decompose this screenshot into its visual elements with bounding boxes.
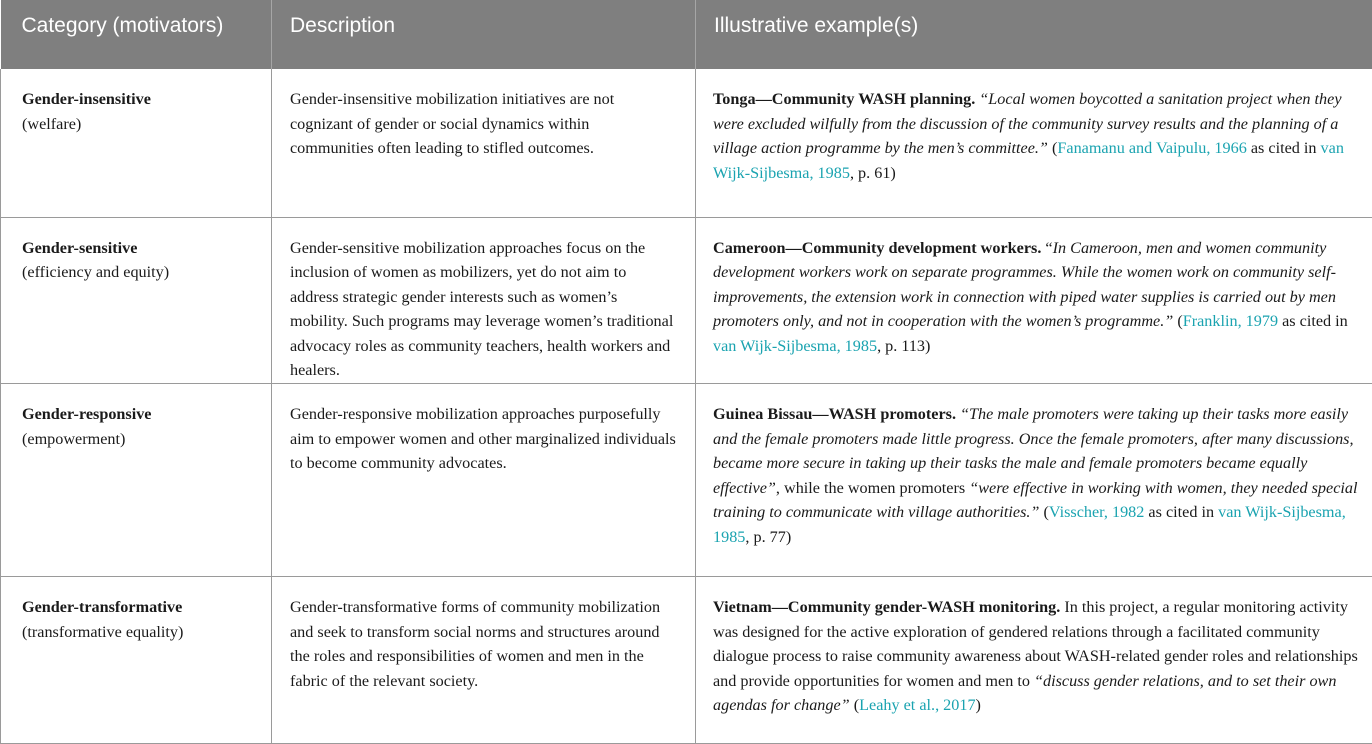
header-description: Description — [272, 0, 696, 69]
example-text: “ — [1041, 239, 1052, 257]
category-name: Gender-transformative — [22, 598, 182, 616]
category-cell — [1, 384, 272, 577]
example-text: ( — [1039, 503, 1048, 521]
table-row — [1, 69, 1372, 217]
example-title: Tonga—Community WASH planning. — [713, 90, 975, 108]
citation-link[interactable]: van Wijk-Sijbesma, 1985 — [713, 337, 877, 355]
description-cell: Gender-responsive mobilization approaches purposefully aim to empower women and other marginalized individuals to become community advocates. — [272, 384, 696, 577]
description-cell: Gender-transformative forms of community mobilization and seek to transform social norms and structures around the roles and responsibilities of women and men in the fabric of the relevant society. — [272, 577, 696, 744]
example-cell — [696, 384, 1372, 577]
header-category: Category (motivators) — [1, 0, 272, 69]
category-cell — [1, 217, 272, 384]
example-text: In this project, a regular monitoring activity was designed for the active exploration of gendered relations through a facilitated community dialogue process to raise community awareness about WASH-related gender roles and relationships and provide opportunities for women and men to — [713, 598, 1358, 690]
example-text: ( — [1173, 312, 1182, 330]
header-row — [1, 0, 1372, 69]
description-cell: Gender-insensitive mobilization initiatives are not cognizant of gender or social dynamics within communities often leading to stifled outcomes. — [272, 69, 696, 217]
example-text: ) — [976, 696, 981, 714]
citation-link[interactable]: Fanamanu and Vaipulu, 1966 — [1057, 139, 1246, 157]
category-motivator: (transformative equality) — [22, 623, 183, 641]
header-examples: Illustrative example(s) — [696, 0, 1372, 69]
example-quote: In Cameroon, men and women community development workers work on separate programmes. While the women work on community self-improvements, the extension work in connection with piped water supplies is carried out by men promoters only, and not in cooperation with the women’s programme.” — [713, 239, 1336, 331]
citation-link[interactable]: Franklin, 1979 — [1183, 312, 1278, 330]
example-text: , while the women promoters — [776, 479, 969, 497]
example-text: , p. 77) — [745, 528, 791, 546]
example-text: as cited in — [1247, 139, 1321, 157]
example-quote: “were effective in working with women, they needed special training to communicate with village authorities.” — [713, 479, 1357, 522]
example-text: , p. 61) — [850, 164, 896, 182]
example-title: Vietnam—Community gender-WASH monitoring. — [713, 598, 1060, 616]
citation-link[interactable]: Leahy et al., 2017 — [859, 696, 975, 714]
category-name: Gender-sensitive — [22, 239, 137, 257]
citation-link[interactable]: van Wijk-Sijbesma, 1985 — [713, 139, 1344, 182]
table-row — [1, 384, 1372, 577]
example-cell — [696, 217, 1372, 384]
example-quote: “Local women boycotted a sanitation project when they were excluded wilfully from the discussion of the community survey results and the planning of a village action programme by the men’s committee.” — [713, 90, 1342, 157]
example-text: , p. 113) — [877, 337, 930, 355]
table-row — [1, 217, 1372, 384]
example-text: as cited in — [1144, 503, 1218, 521]
example-cell — [696, 577, 1372, 744]
category-cell — [1, 577, 272, 744]
example-title: Guinea Bissau—WASH promoters. — [713, 405, 956, 423]
example-quote: “The male promoters were taking up their tasks more easily and the female promoters made little progress. Once the female promoters, after many discussions, became more secure in taking up their tasks the male and female promoters became equally effective” — [713, 405, 1354, 497]
citation-link[interactable]: Visscher, 1982 — [1049, 503, 1145, 521]
example-text: ( — [850, 696, 859, 714]
description-cell: Gender-sensitive mobilization approaches focus on the inclusion of women as mobilizers, yet do not aim to address strategic gender interests such as women’s mobility. Such programs may leverage women’s traditional advocacy roles as community teachers, health workers and healers. — [272, 217, 696, 384]
example-text: ( — [1048, 139, 1057, 157]
example-text: as cited in — [1278, 312, 1348, 330]
category-name: Gender-insensitive — [22, 90, 151, 108]
category-motivator: (efficiency and equity) — [22, 263, 169, 281]
example-cell — [696, 69, 1372, 217]
category-name: Gender-responsive — [22, 405, 152, 423]
category-cell — [1, 69, 272, 217]
example-title: Cameroon—Community development workers. — [713, 239, 1041, 257]
category-motivator: (welfare) — [22, 115, 81, 133]
citation-link[interactable]: van Wijk-Sijbesma, 1985 — [713, 503, 1346, 546]
example-quote: “discuss gender relations, and to set their own agendas for change” — [713, 672, 1336, 715]
category-motivator: (empowerment) — [22, 430, 125, 448]
table-row — [1, 577, 1372, 744]
